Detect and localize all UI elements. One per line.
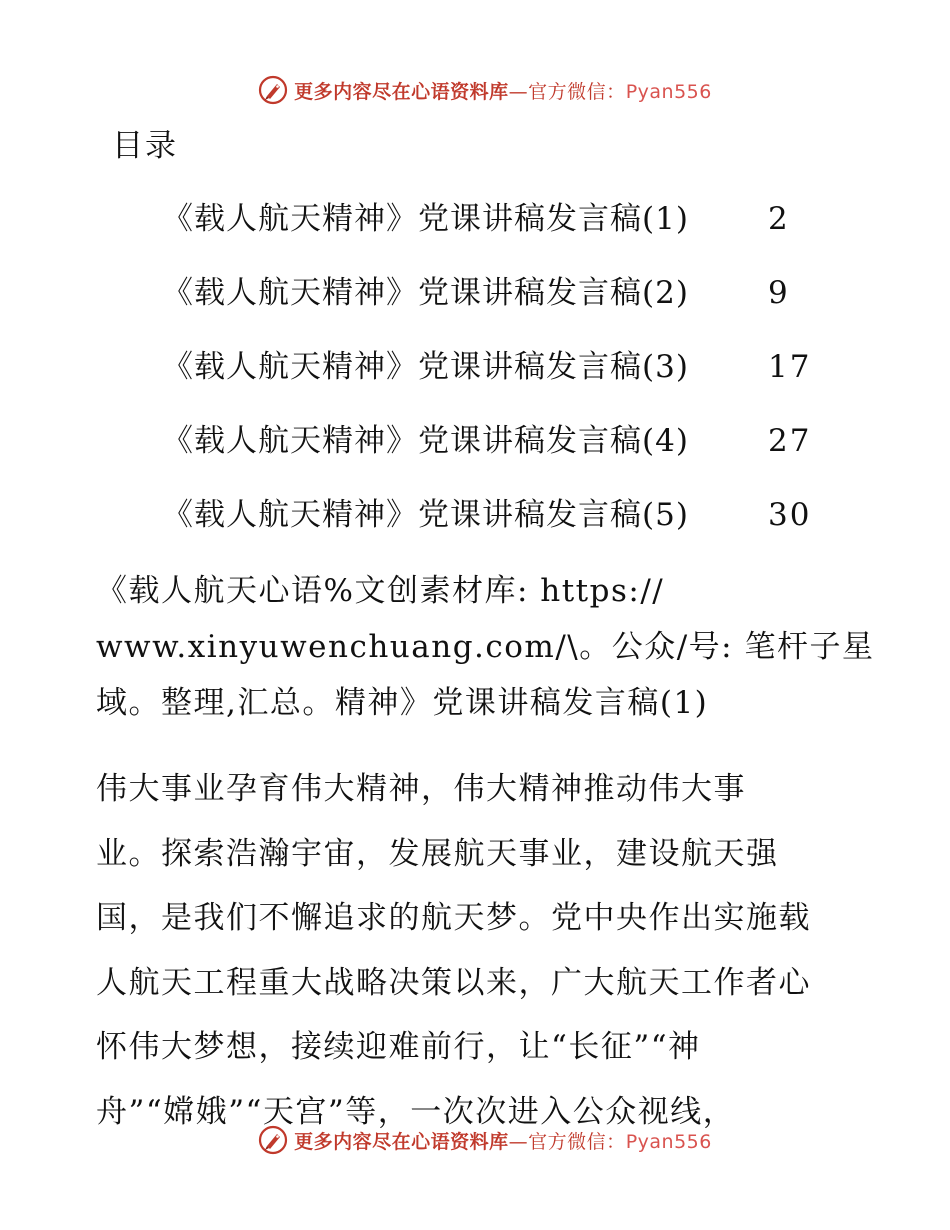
footer-banner-text	[294, 1127, 712, 1154]
section-heading	[96, 563, 875, 731]
footer-banner	[0, 1120, 950, 1160]
footer-wechat-id: Pyan556	[625, 1130, 712, 1153]
toc-item-title: 《载人航天精神》党课讲稿发言稿(4)	[162, 423, 689, 459]
footer-wechat-label: 官方微信：	[528, 1130, 626, 1153]
toc-item-title: 《载人航天精神》党课讲稿发言稿(5)	[162, 497, 689, 533]
body-paragraph-line: 业。探索浩瀚宇宙，发展航天事业，建设航天强	[96, 835, 779, 872]
toc-item-page: 9	[768, 275, 790, 311]
header-banner-text	[294, 77, 712, 104]
section-heading-line: www.xinyuwenchuang.com/\。公众/号: 笔杆子星	[96, 629, 875, 665]
section-heading-line: 《载人航天心语%文创素材库: https://	[96, 573, 665, 609]
header-banner-content	[258, 75, 712, 105]
footer-dash: —	[508, 1130, 529, 1153]
header-wechat-label: 官方微信：	[528, 80, 626, 103]
toc-item-title: 《载人航天精神》党课讲稿发言稿(1)	[162, 201, 689, 237]
toc-item-page: 17	[768, 349, 812, 385]
toc-item-title: 《载人航天精神》党课讲稿发言稿(2)	[162, 275, 689, 311]
toc-title: 目录	[112, 128, 178, 164]
header-dash: —	[508, 80, 529, 103]
header-banner	[0, 70, 950, 110]
footer-brand-text: 更多内容尽在心语资料库	[294, 1130, 509, 1153]
pen-nib-logo-icon	[258, 75, 288, 105]
header-brand-text: 更多内容尽在心语资料库	[294, 80, 509, 103]
body-paragraph	[96, 757, 856, 1144]
toc-item-title: 《载人航天精神》党课讲稿发言稿(3)	[162, 349, 689, 385]
body-paragraph-line: 伟大事业孕育伟大精神，伟大精神推动伟大事	[96, 771, 746, 807]
body-paragraph-line: 舟”“嫦娥”“天宫”等，一次次进入公众视线，	[96, 1093, 736, 1130]
toc-item-page: 27	[768, 423, 812, 459]
body-paragraph-line: 怀伟大梦想，接续迎难前行，让“长征”“神	[96, 1029, 701, 1065]
body-paragraph-line: 国，是我们不懈追求的航天梦。党中央作出实施载	[96, 900, 811, 936]
pen-nib-logo-icon	[258, 1125, 288, 1155]
toc-item-page: 2	[768, 201, 790, 237]
toc-item-page: 30	[768, 497, 812, 533]
section-heading-line: 域。整理,汇总。精神》党课讲稿发言稿(1)	[96, 685, 709, 721]
header-wechat-id: Pyan556	[625, 80, 712, 103]
footer-banner-content	[258, 1125, 712, 1155]
body-paragraph-line: 人航天工程重大战略决策以来，广大航天工作者心	[96, 964, 811, 1001]
